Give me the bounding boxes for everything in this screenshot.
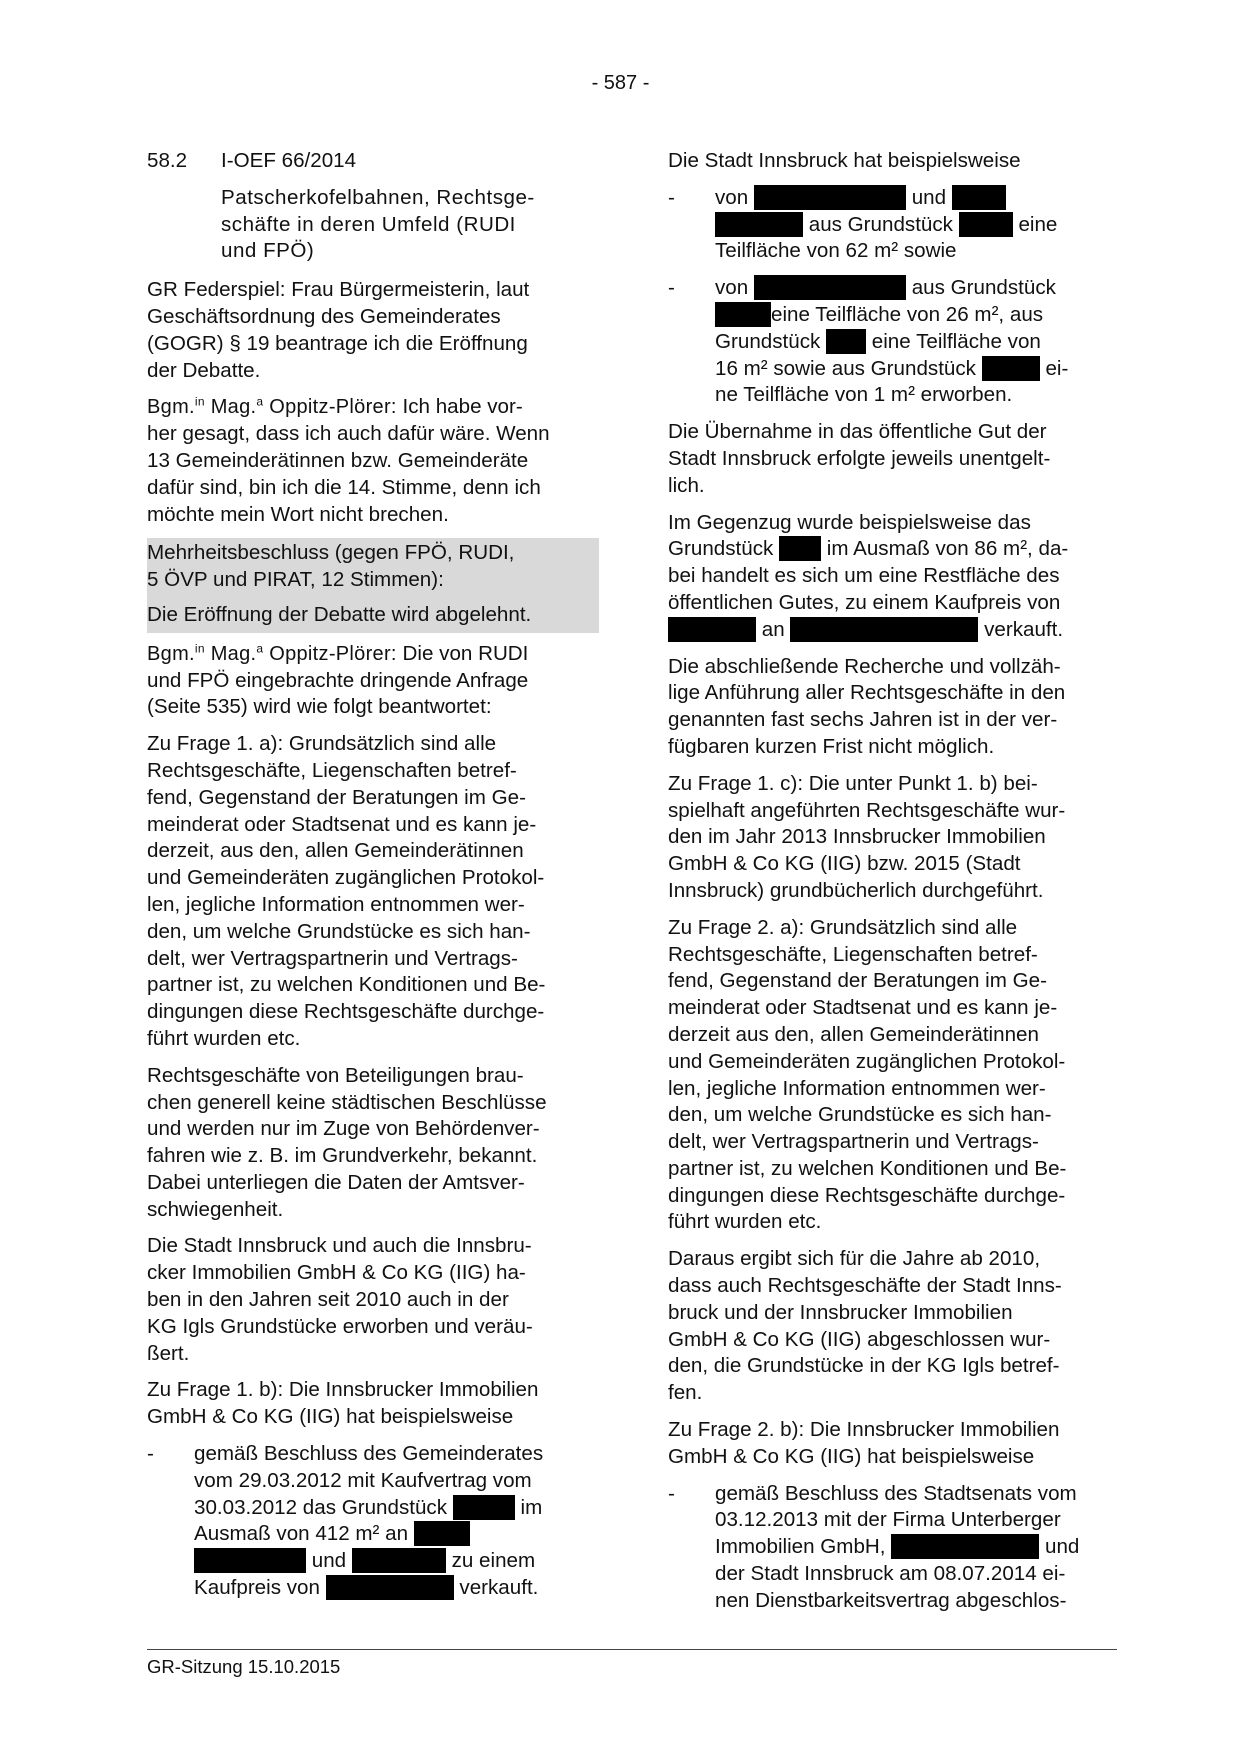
agenda-item-reference: I-OEF 66/2014 (221, 149, 357, 172)
text-line: Bgm.$^{in}$ Mag.$^a$ Oppitz-Plörer: Die von RUDI (147, 641, 529, 665)
redaction-bar (194, 1548, 306, 1573)
text-line: Zu Frage 1. b): Die Innsbrucker Immobilien (147, 1378, 539, 1402)
text-line: Ausmaß von 412 m² an (194, 1521, 599, 1548)
paragraph-beteiligungen (147, 1063, 599, 1224)
speaker-label: Bgm.$^{in}$ Mag.$^a$ Oppitz-Plörer: (147, 641, 397, 665)
paragraph-frage-2a (668, 915, 1128, 1237)
text-line: eine Teilfläche von 26 m², aus (715, 302, 1128, 329)
text-line: und werden nur im Zuge von Behördenver- (147, 1117, 540, 1141)
redaction-bar (959, 212, 1013, 237)
text-line: Dabei unterliegen die Daten der Amtsver- (147, 1170, 525, 1194)
text-line: den, die Grundstücke in der KG Igls betref- (668, 1354, 1060, 1378)
agenda-item-title (147, 185, 599, 265)
text-line: cker Immobilien GmbH & Co KG (IIG) ha- (147, 1261, 526, 1285)
text-line: dass auch Rechtsgeschäfte der Stadt Inns- (668, 1274, 1062, 1298)
text-line: Grundstück eine Teilfläche von (715, 329, 1041, 353)
text-line: Zu Frage 1. a): Grundsätzlich sind alle (147, 732, 497, 756)
text-line: Innsbruck) grundbücherlich durchgeführt. (668, 878, 1044, 902)
paragraph-frage-1b (147, 1377, 599, 1431)
redaction-bar (952, 185, 1006, 210)
paragraph-federspiel (147, 277, 599, 384)
paragraph-stadt-intro (668, 148, 1128, 175)
paragraph-daraus (668, 1246, 1128, 1407)
text-line: von aus Grundstück (715, 276, 1056, 300)
paragraph-mayor-answer (147, 641, 599, 721)
text-line: GR Federspiel: Frau Bürgermeisterin, laut (147, 278, 530, 302)
text-line: Die Stadt Innsbruck und auch die Innsbru- (147, 1234, 532, 1258)
text-line: Rechtsgeschäfte, Liegenschaften betref- (147, 758, 517, 782)
right-column (668, 148, 1128, 1625)
text-line: len, jegliche Information entnommen wer- (147, 892, 525, 916)
footer-divider (147, 1649, 1117, 1650)
text-line: von und (715, 185, 1128, 212)
text-line: möchte mein Wort nicht brechen. (147, 502, 449, 526)
bullet-item (668, 1481, 1128, 1615)
title-line: Patscherkofelbahnen, Rechtsge- (221, 185, 535, 209)
title-line: und FPÖ) (221, 239, 315, 263)
redaction-bar (668, 617, 756, 642)
bullet-dash: - (668, 185, 675, 209)
redaction-bar (352, 1548, 446, 1573)
text-line: führt wurden etc. (668, 1210, 822, 1234)
text-line: meinderat oder Stadtsenat und es kann je- (668, 996, 1058, 1020)
text-line: und FPÖ eingebrachte dringende Anfrage (147, 668, 529, 692)
text-line: (GOGR) § 19 beantrage ich die Eröffnung (147, 331, 528, 355)
text-line: den, um welche Grundstücke es sich han- (668, 1103, 1052, 1127)
text-line: Die Stadt Innsbruck hat beispielsweise (668, 149, 1021, 172)
redaction-bar (754, 275, 906, 300)
text-line: bei handelt es sich um eine Restfläche des (668, 564, 1060, 588)
text-line: genannten fast sechs Jahren ist in der ver- (668, 708, 1058, 732)
text-line: ne Teilfläche von 1 m² erworben. (715, 383, 1013, 407)
bullet-dash: - (668, 1481, 675, 1505)
text-line: chen generell keine städtischen Beschlüsse (147, 1090, 547, 1114)
text-line: den im Jahr 2013 Innsbrucker Immobilien (668, 825, 1046, 849)
text-line: fend, Gegenstand der Beratungen im Ge- (147, 785, 526, 809)
text-line: 30.03.2012 das Grundstück im (194, 1495, 543, 1519)
text-line: len, jegliche Information entnommen wer- (668, 1076, 1046, 1100)
decision-line: Mehrheitsbeschluss (gegen FPÖ, RUDI, (147, 541, 515, 565)
text-line: meinderat oder Stadtsenat und es kann je- (147, 812, 537, 836)
text-line: KG Igls Grundstücke erworben und veräu- (147, 1314, 533, 1338)
speaker-label: Bgm.$^{in}$ Mag.$^a$ Oppitz-Plörer: (147, 394, 397, 419)
text-line: Zu Frage 2. b): Die Innsbrucker Immobilien (668, 1418, 1060, 1442)
text-line: schwiegenheit. (147, 1197, 284, 1221)
text-line: Kaufpreis von verkauft. (194, 1576, 539, 1600)
text-line: 03.12.2013 mit der Firma Unterberger (715, 1508, 1061, 1532)
text-line: Daraus ergibt sich für die Jahre ab 2010, (668, 1247, 1041, 1271)
text-line: lige Anführung aller Rechtsgeschäfte in den (668, 681, 1066, 705)
bullet-item (147, 1441, 599, 1602)
text-line: Rechtsgeschäfte von Beteiligungen brau- (147, 1063, 524, 1087)
redaction-bar (326, 1575, 454, 1600)
title-line: schäfte in deren Umfeld (RUDI (221, 212, 516, 236)
redaction-bar (754, 185, 906, 210)
text-line: fen. (668, 1381, 703, 1405)
text-line: Geschäftsordnung des Gemeinderates (147, 304, 501, 328)
text-line: her gesagt, dass ich auch dafür wäre. Wenn (147, 422, 550, 446)
text-line: Zu Frage 2. a): Grundsätzlich sind alle (668, 915, 1018, 939)
redaction-bar (826, 329, 866, 354)
text-line: und Gemeinderäten zugänglichen Protokol- (147, 866, 545, 890)
text-line: bruck und der Innsbrucker Immobilien (668, 1300, 1013, 1324)
decision-line: 5 ÖVP und PIRAT, 12 Stimmen): (147, 568, 444, 592)
text-line: ben in den Jahren seit 2010 auch in der (147, 1288, 509, 1312)
text-line: fahren wie z. B. im Grundverkehr, bekannt. (147, 1144, 538, 1168)
text-line: Stadt Innsbruck erfolgte jeweils unentgelt- (668, 446, 1051, 470)
text-line: fügbaren kurzen Frist nicht möglich. (668, 734, 995, 758)
text-line: GmbH & Co KG (IIG) bzw. 2015 (Stadt (668, 852, 1021, 876)
redaction-bar (790, 617, 978, 642)
text-line: Grundstück im Ausmaß von 86 m², da- (668, 537, 1069, 561)
text-line: lich. (668, 473, 705, 497)
text-line: Die Übernahme in das öffentliche Gut der (668, 420, 1047, 444)
text-line: öffentlichen Gutes, zu einem Kaufpreis von (668, 590, 1061, 614)
text-line: (Seite 535) wird wie folgt beantwortet: (147, 695, 492, 719)
left-column (147, 148, 599, 1612)
redaction-bar (779, 536, 821, 561)
text-line: GmbH & Co KG (IIG) abgeschlossen wur- (668, 1327, 1051, 1351)
bullet-dash: - (147, 1442, 154, 1466)
decision-result: Die Eröffnung der Debatte wird abgelehnt. (147, 602, 532, 626)
text-line: den, um welche Grundstücke es sich han- (147, 919, 531, 943)
redaction-bar (982, 356, 1040, 381)
text-line: fend, Gegenstand der Beratungen im Ge- (668, 969, 1047, 993)
text-line: gemäß Beschluss des Stadtsenats vom (715, 1481, 1077, 1505)
page-number: - 587 - (591, 72, 650, 94)
text-line: nen Dienstbarkeitsvertrag abgeschlos- (715, 1588, 1067, 1612)
text-line: delt, wer Vertragspartnerin und Vertrags- (668, 1130, 1039, 1154)
bullet-item (668, 185, 1128, 265)
agenda-item-number: 58.2 (147, 149, 188, 172)
redaction-bar (453, 1495, 515, 1520)
text-line: aus Grundstück eine (715, 212, 1128, 239)
paragraph-mayor-statement (147, 394, 599, 528)
text-line: ßert. (147, 1341, 190, 1365)
text-line: partner ist, zu welchen Konditionen und Be- (668, 1156, 1067, 1180)
text-line: Immobilien GmbH, und (715, 1535, 1080, 1559)
paragraph-frage-2b (668, 1417, 1128, 1471)
text-line: GmbH & Co KG (IIG) hat beispielsweise (147, 1405, 514, 1429)
text-line: dingungen diese Rechtsgeschäfte durchge- (147, 1000, 545, 1024)
text-line: an verkauft. (668, 617, 1128, 644)
paragraph-stadt-iig (147, 1233, 599, 1367)
bullet-item (668, 275, 1128, 409)
text-line: 13 Gemeinderätinnen bzw. Gemeinderäte (147, 448, 529, 472)
footer-session-date: GR-Sitzung 15.10.2015 (147, 1656, 341, 1677)
text-line: Die abschließende Recherche und vollzäh- (668, 654, 1061, 678)
text-line: Bgm.$^{in}$ Mag.$^a$ Oppitz-Plörer: Ich habe vor- (147, 394, 523, 419)
text-line: delt, wer Vertragspartnerin und Vertrags- (147, 946, 518, 970)
text-line: 16 m² sowie aus Grundstück ei- (715, 356, 1069, 380)
text-line: dafür sind, bin ich die 14. Stimme, denn ich (147, 475, 541, 499)
text-line: spielhaft angeführten Rechtsgeschäfte wur- (668, 798, 1066, 822)
redaction-bar (414, 1521, 470, 1546)
redaction-bar (715, 302, 771, 327)
paragraph-recherche (668, 654, 1128, 761)
text-line: Teilfläche von 62 m² sowie (715, 239, 957, 263)
paragraph-uebernahme (668, 419, 1128, 499)
text-line: partner ist, zu welchen Konditionen und Be- (147, 973, 546, 997)
agenda-item-heading (147, 148, 599, 175)
text-line: GmbH & Co KG (IIG) hat beispielsweise (668, 1444, 1035, 1468)
paragraph-frage-1a (147, 731, 599, 1053)
text-line: der Debatte. (147, 358, 261, 382)
text-line: Im Gegenzug wurde beispielsweise das (668, 510, 1031, 534)
redaction-bar (715, 212, 803, 237)
paragraph-gegenzug (668, 510, 1128, 644)
text-line: derzeit, aus den, allen Gemeinderätinnen (147, 839, 524, 863)
text-line: führt wurden etc. (147, 1026, 301, 1050)
text-line: Rechtsgeschäfte, Liegenschaften betref- (668, 942, 1038, 966)
bullet-dash: - (668, 276, 675, 300)
text-line: und zu einem (194, 1548, 599, 1575)
text-line: gemäß Beschluss des Gemeinderates (194, 1442, 544, 1466)
text-line: derzeit aus den, allen Gemeinderätinnen (668, 1022, 1039, 1046)
text-line: dingungen diese Rechtsgeschäfte durchge- (668, 1183, 1066, 1207)
text-line: der Stadt Innsbruck am 08.07.2014 ei- (715, 1562, 1066, 1586)
text-line: und Gemeinderäten zugänglichen Protokol- (668, 1049, 1066, 1073)
text-line: Zu Frage 1. c): Die unter Punkt 1. b) bei- (668, 771, 1038, 795)
text-line: vom 29.03.2012 mit Kaufvertrag vom (194, 1468, 532, 1492)
redaction-bar (891, 1534, 1039, 1559)
paragraph-frage-1c (668, 771, 1128, 905)
decision-box (147, 538, 599, 632)
